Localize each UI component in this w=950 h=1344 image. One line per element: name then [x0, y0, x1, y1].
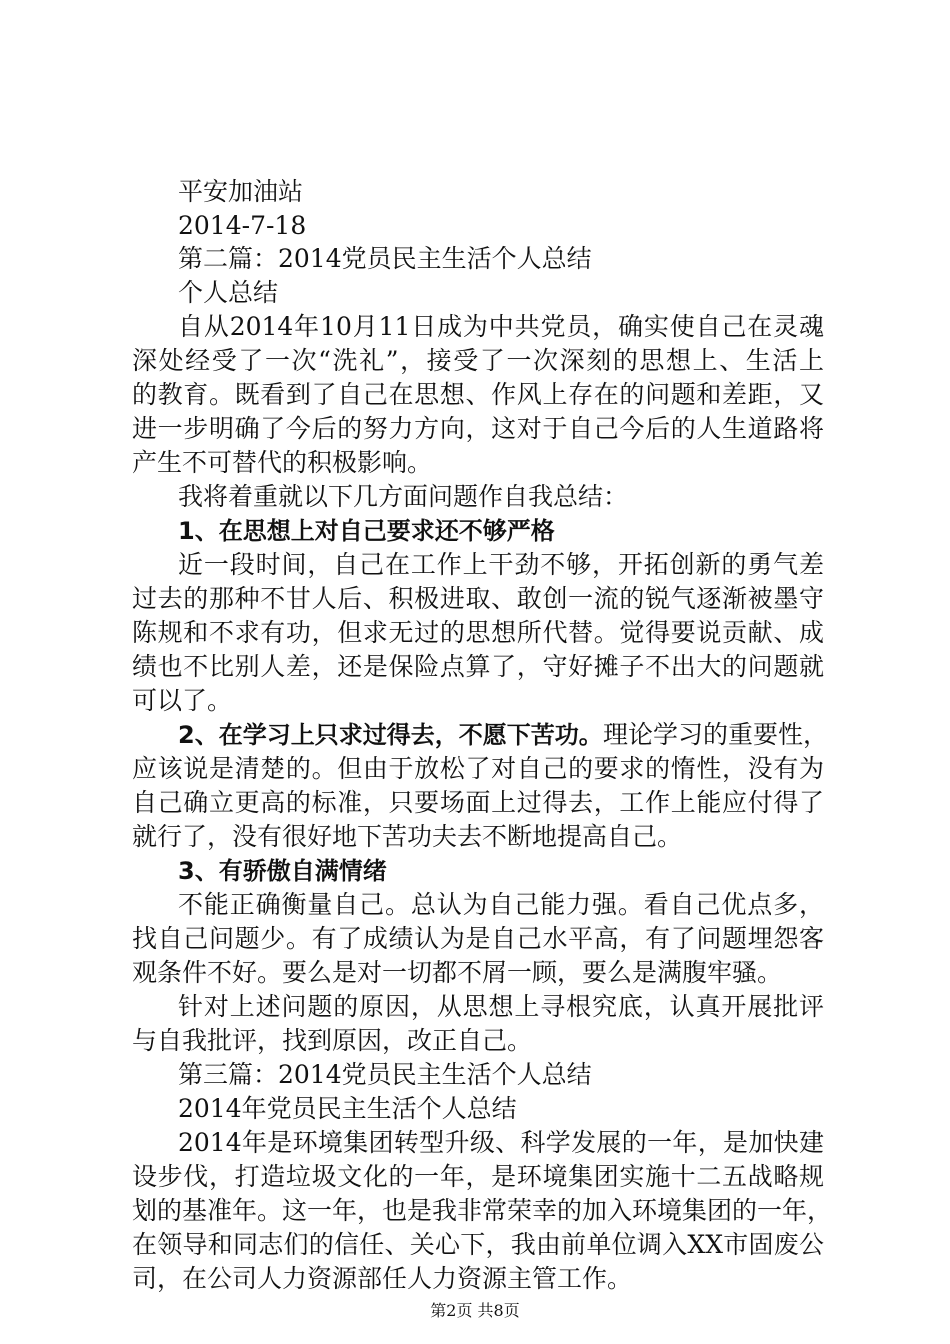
paragraph-line: 划的基准年。这一年，也是我非常荣幸的加入环境集团的一年，	[132, 1196, 833, 1225]
paragraph-line: 2014年是环境集团转型升级、科学发展的一年，是加快建	[178, 1128, 824, 1157]
section-heading: 第二篇：2014党员民主生活个人总结	[178, 244, 592, 273]
paragraph-line: 与自我批评，找到原因，改正自己。	[132, 1026, 533, 1055]
paragraph-line: 绩也不比别人差，还是保险点算了，守好摊子不出大的问题就	[132, 652, 824, 681]
date-line: 2014-7-18	[178, 211, 307, 240]
paragraph-line: 就行了，没有很好地下苦功夫去不断地提高自己。	[132, 822, 683, 851]
paragraph-line: 观条件不好。要么是对一切都不屑一顾，要么是满腹牢骚。	[132, 958, 783, 987]
paragraph-line: 不能正确衡量自己。总认为自己能力强。看自己优点多，	[178, 890, 824, 919]
paragraph-line: 找自己问题少。有了成绩认为是自己水平高，有了问题埋怨客	[132, 924, 824, 953]
paragraph-line: 陈规和不求有功，但求无过的思想所代替。觉得要说贡献、成	[132, 618, 824, 647]
paragraph-line: 近一段时间，自己在工作上干劲不够，开拓创新的勇气差	[178, 550, 824, 579]
paragraph-line: 我将着重就以下几方面问题作自我总结：	[178, 482, 629, 511]
page-footer: 第2页 共8页	[430, 1301, 520, 1320]
paragraph-text: 理论学习的重要性，	[602, 720, 828, 749]
paragraph-line: 的教育。既看到了自己在思想、作风上存在的问题和差距，又	[132, 380, 824, 409]
subheading: 2014年党员民主生活个人总结	[178, 1094, 517, 1123]
paragraph-line	[178, 718, 828, 752]
paragraph-line: 设步伐，打造垃圾文化的一年，是环境集团实施十二五战略规	[132, 1162, 824, 1191]
paragraph-line: 司，在公司人力资源部任人力资源主管工作。	[132, 1264, 633, 1293]
paragraph-line: 应该说是清楚的。但由于放松了对自己的要求的惰性，没有为	[132, 754, 824, 783]
section-heading: 第三篇：2014党员民主生活个人总结	[178, 1060, 592, 1089]
paragraph-line: 自从2014年10月11日成为中共党员，确实使自己在灵魂	[178, 312, 824, 341]
paragraph-line: 可以了。	[132, 686, 233, 715]
paragraph-line: 产生不可替代的积极影响。	[132, 448, 433, 477]
paragraph-line: 平安加油站	[178, 177, 304, 206]
paragraph-line: 针对上述问题的原因，从思想上寻根究底，认真开展批评	[178, 992, 824, 1021]
paragraph-line: 深处经受了一次“洗礼”，接受了一次深刻的思想上、生活上	[132, 346, 824, 375]
point-heading: 2、在学习上只求过得去，不愿下苦功。	[178, 721, 603, 749]
paragraph-line: 在领导和同志们的信任、关心下，我由前单位调入XX市固废公	[132, 1230, 824, 1259]
paragraph-line: 进一步明确了今后的努力方向，这对于自己今后的人生道路将	[132, 414, 824, 443]
subheading: 个人总结	[178, 278, 279, 307]
paragraph-line: 自己确立更高的标准，只要场面上过得去，工作上能应付得了	[132, 788, 824, 817]
point-heading: 3、有骄傲自满情绪	[178, 857, 387, 885]
point-heading: 1、在思想上对自己要求还不够严格	[178, 517, 555, 545]
paragraph-line: 过去的那种不甘人后、积极进取、敢创一流的锐气逐渐被墨守	[132, 584, 824, 613]
